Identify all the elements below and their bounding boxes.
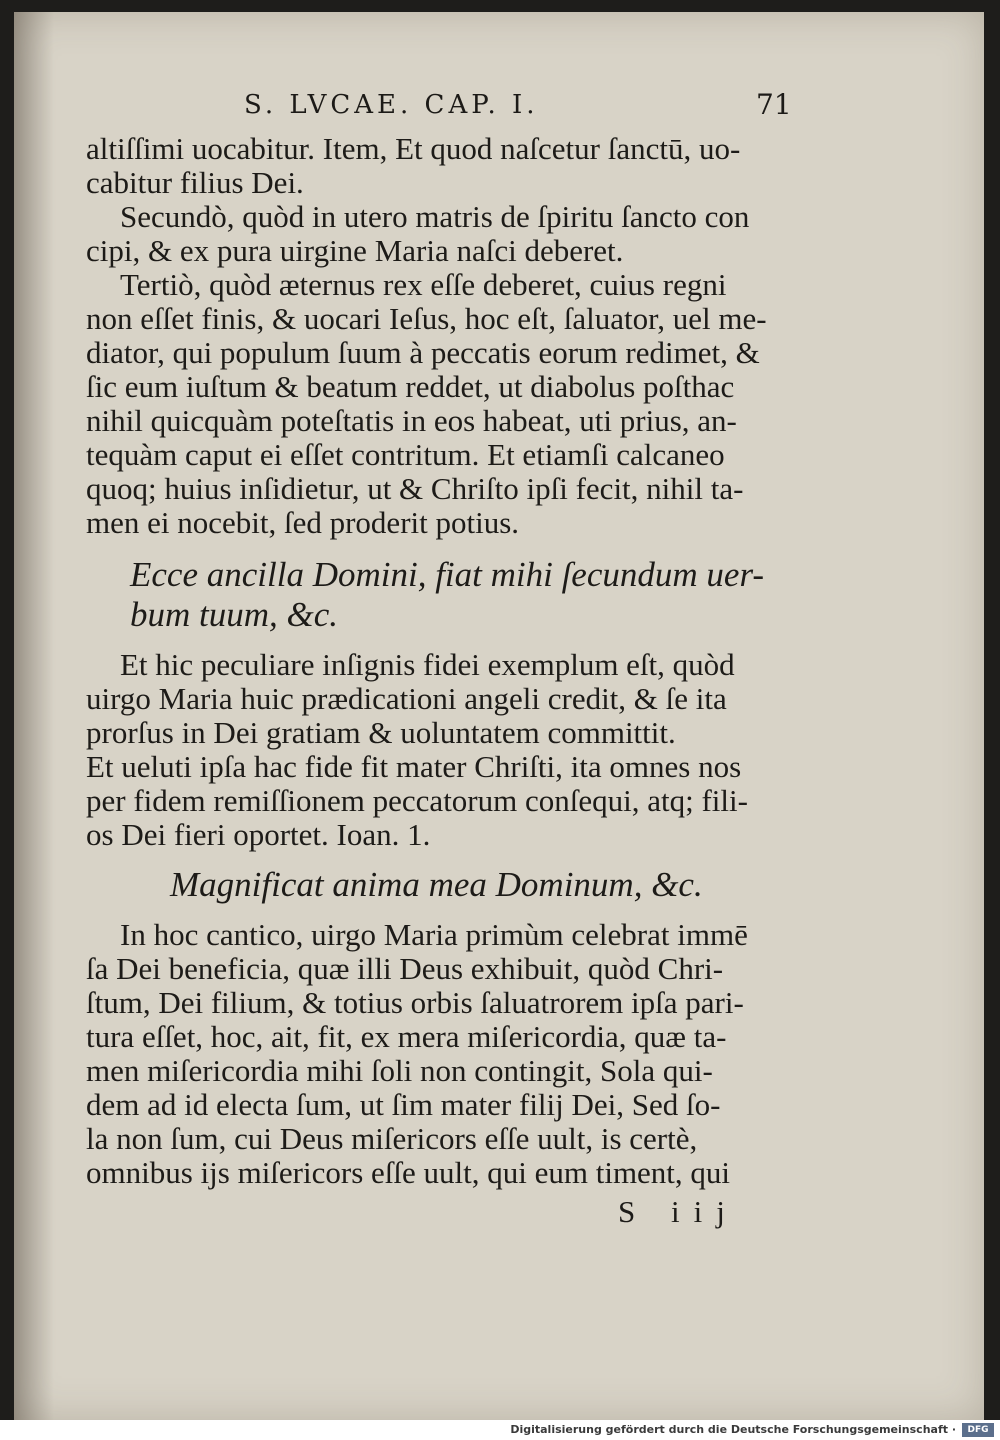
text-line: ſtum, Dei filium, & totius orbis ſaluatrorem ipſa pari- — [86, 985, 744, 1020]
text-line: la non ſum, cui Deus miſericors eſſe uult, is certè, — [86, 1121, 698, 1156]
text-line: non eſſet finis, & uocari Ieſus, hoc eſt, ſaluator, uel me- — [86, 301, 767, 336]
text-line: omnibus ijs miſericors eſſe uult, qui eum timent, qui — [86, 1155, 731, 1190]
text-line: quoq; huius inſidietur, ut & Chriſto ipſi fecit, nihil ta- — [86, 471, 744, 506]
page-gutter-shadow — [14, 12, 54, 1420]
text-line: prorſus in Dei gratiam & uoluntatem committit. — [86, 715, 676, 750]
text-line: Et hic peculiare inſignis fidei exemplum eſt, quòd — [120, 647, 735, 682]
text-line: Tertiò, quòd æternus rex eſſe deberet, cuius regni — [120, 267, 727, 302]
signature-mark: S iij — [618, 1194, 739, 1229]
text-line: Et ueluti ipſa hac fide fit mater Chriſti, ita omnes nos — [86, 749, 742, 784]
dfg-logo-icon: DFG — [962, 1423, 994, 1437]
section-heading: bum tuum, &c. — [130, 595, 339, 634]
section-heading: Magnificat anima mea Dominum, &c. — [170, 865, 703, 904]
text-line: per fidem remiſſionem peccatorum conſequi, atq; fili- — [86, 783, 748, 818]
text-line: diator, qui populum ſuum à peccatis eorum redimet, & — [86, 335, 760, 370]
text-line: os Dei fieri oportet. Ioan. 1. — [86, 817, 431, 852]
text-line: cipi, & ex pura uirgine Maria naſci deberet. — [86, 233, 624, 268]
text-line: men miſericordia mihi ſoli non contingit, Sola qui- — [86, 1053, 713, 1088]
section-heading: Ecce ancilla Domini, fiat mihi ſecundum uer- — [130, 555, 765, 594]
text-line: dem ad id electa ſum, ut ſim mater filij Dei, Sed ſo- — [86, 1087, 721, 1122]
running-head: S. LVCAE. CAP. I. — [244, 90, 539, 120]
text-line: Secundò, quòd in utero matris de ſpiritu ſancto con — [120, 199, 750, 234]
digitization-footer — [0, 1420, 1000, 1440]
text-line: In hoc cantico, uirgo Maria primùm celebrat immē — [120, 917, 748, 952]
text-line: altiſſimi uocabitur. Item, Et quod naſcetur ſanctū, uo- — [86, 131, 741, 166]
text-line: ſic eum iuſtum & beatum reddet, ut diabolus poſthac — [86, 369, 735, 404]
text-line: ſa Dei beneficia, quæ illi Deus exhibuit, quòd Chri- — [86, 951, 724, 986]
text-line: men ei nocebit, ſed proderit potius. — [86, 505, 520, 540]
book-page — [14, 12, 984, 1420]
text-line: nihil quicquàm poteſtatis in eos habeat, uti prius, an- — [86, 403, 737, 438]
text-line: uirgo Maria huic prædicationi angeli credit, & ſe ita — [86, 681, 727, 716]
funding-credit: Digitalisierung gefördert durch die Deutsche Forschungsgemeinschaft · — [510, 1423, 956, 1436]
text-line: tequàm caput ei eſſet contritum. Et etiamſi calcaneo — [86, 437, 725, 472]
text-line: cabitur filius Dei. — [86, 165, 304, 200]
text-line: tura eſſet, hoc, ait, fit, ex mera miſericordia, quæ ta- — [86, 1019, 727, 1054]
page-number: 71 — [756, 88, 792, 121]
